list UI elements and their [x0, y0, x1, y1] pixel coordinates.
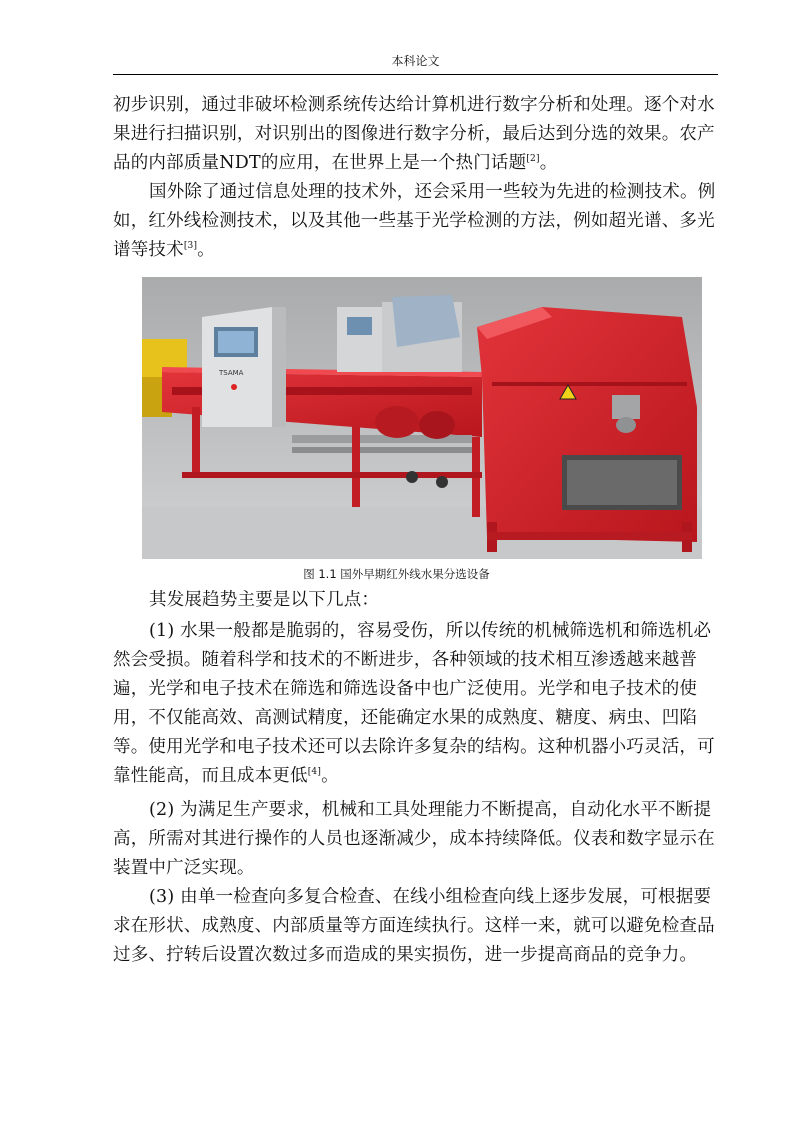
paragraph-2: 国外除了通过信息处理的技术外，还会采用一些较为先进的检测技术。例如，红外线检测技术，以及其他一些基于光学检测的方法，例如超光谱、多光谱等技术[3]。	[113, 182, 716, 260]
paragraph-1: 初步识别，通过非破坏检测系统传达给计算机进行数字分析和处理。逐个对水果进行扫描识别，对识别出的图像进行数字分析，最后达到分选的效果。农产品的内部质量NDT的应用，在世界上是一个热门话题[2]。	[113, 95, 715, 173]
figure-caption: 图 1.1 国外早期红外线水果分选设备	[303, 567, 490, 581]
machine-label: TSAMA	[219, 369, 244, 377]
paragraph-5: (2) 为满足生产要求，机械和工具处理能力不断提高，自动化水平不断提高，所需对其进行操作的人员也逐渐减少，成本持续降低。仪表和数字显示在装置中广泛实现。	[113, 800, 715, 878]
page-header	[113, 52, 718, 75]
paragraph-4: (1) 水果一般都是脆弱的，容易受伤，所以传统的机械筛选机和筛选机必然会受损。随着科学和技术的不断进步，各种领域的技术相互渗透越来越普遍，光学和电子技术在筛选和筛选设备中也广泛使用。光学和电子技术的使用，不仅能高效、高测试精度，还能确定水果的成熟度、糖度、病虫、凹陷等。使用光学和电子技术还可以去除许多复杂的结构。这种机器小巧灵活，可靠性能高，而且成本更低[4]。	[113, 621, 715, 786]
header-title: 本科论文	[391, 54, 440, 68]
paragraph-3: 其发展趋势主要是以下几点：	[149, 590, 380, 610]
figure-fruit-sorting-machine	[142, 277, 702, 559]
citation-ref: [3]	[183, 241, 198, 251]
paragraph-6: (3) 由单一检查向多复合检查、在线小组检查向线上逐步发展，可根据要求在形状、成熟度、内部质量等方面连续执行。这样一来，就可以避免检查品过多、拧转后设置次数过多而造成的果实损伤，进一步提高商品的竞争力。	[113, 887, 715, 965]
citation-ref: [2]	[526, 154, 540, 164]
machine-photo	[142, 277, 702, 559]
citation-ref: [4]	[307, 767, 322, 777]
